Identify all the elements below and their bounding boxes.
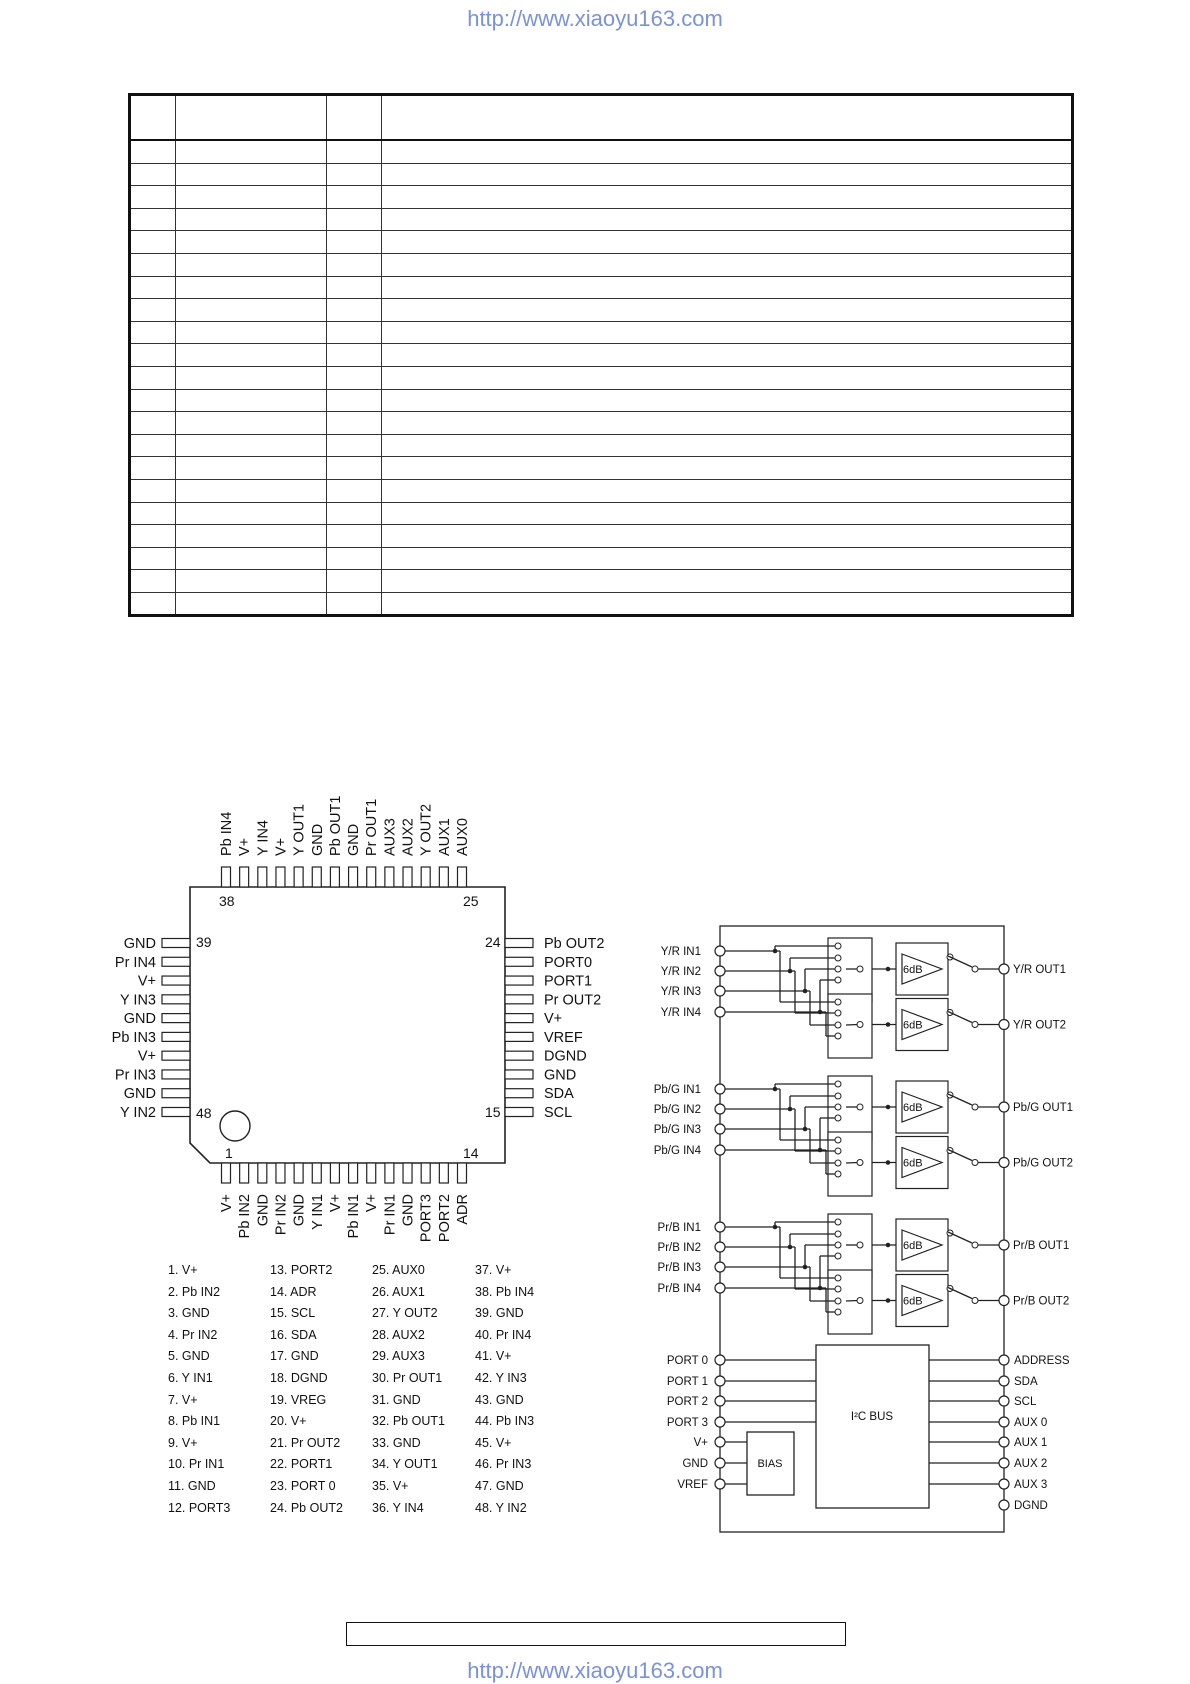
input-label: Pb/G IN1 xyxy=(653,1084,701,1096)
legend-entry: 19. VREG xyxy=(270,1392,327,1407)
bottom-pin-label: ADR xyxy=(455,1194,471,1225)
output-terminal xyxy=(999,964,1009,974)
legend-entry: 45. V+ xyxy=(475,1435,512,1450)
left-pin-label: Y IN3 xyxy=(119,992,156,1009)
legend-entry: 4. Pr IN2 xyxy=(168,1327,218,1342)
control-terminal xyxy=(715,1355,725,1365)
left-pin xyxy=(162,995,190,1004)
left-pin-label: GND xyxy=(123,1011,156,1028)
mux-contact xyxy=(835,1309,841,1315)
bottom-pin-label: Pr IN2 xyxy=(273,1194,290,1236)
control-terminal xyxy=(999,1417,1009,1427)
output-switch xyxy=(948,1288,972,1299)
legend-entry: 29. AUX3 xyxy=(372,1349,425,1364)
switch-contact xyxy=(972,1242,978,1248)
right-pin xyxy=(505,939,533,948)
switch-contact xyxy=(972,1104,978,1110)
legend-entry: 22. PORT1 xyxy=(270,1457,333,1472)
top-pin-label: V+ xyxy=(273,837,290,856)
legend-entry: 37. V+ xyxy=(475,1263,512,1277)
mux-output-node xyxy=(857,1104,863,1110)
mux-output-node xyxy=(857,1160,863,1166)
top-pin-label: Y OUT2 xyxy=(418,803,435,856)
legend-entry: 3. GND xyxy=(168,1306,210,1321)
pin-number: 38 xyxy=(219,893,235,909)
footer-box xyxy=(346,1622,846,1646)
mux-contact xyxy=(835,955,841,961)
amp-gain-label: 6dB xyxy=(903,1102,923,1114)
top-pin-label: GND xyxy=(346,823,363,856)
bottom-pin xyxy=(222,1163,231,1183)
switch-contact xyxy=(972,1022,978,1028)
mux-contact xyxy=(835,1115,841,1121)
mux-contact xyxy=(835,1242,841,1248)
control-terminal xyxy=(999,1500,1009,1510)
right-pin xyxy=(505,1014,533,1023)
mux-contact xyxy=(835,1022,841,1028)
mux-contact xyxy=(835,1160,841,1166)
top-pin-label: Pb IN4 xyxy=(219,811,235,856)
control-terminal xyxy=(715,1458,725,1468)
top-pin xyxy=(439,867,448,887)
package-body xyxy=(190,887,505,1163)
control-label: PORT 3 xyxy=(666,1417,708,1429)
right-pin-label: GND xyxy=(544,1067,577,1084)
mux-contact xyxy=(835,943,841,949)
legend-entry: 13. PORT2 xyxy=(270,1263,333,1277)
left-pin-label: GND xyxy=(123,1086,156,1103)
input-label: Pb/G IN4 xyxy=(653,1145,701,1157)
top-pin-label: AUX3 xyxy=(382,818,399,856)
mux-switch xyxy=(846,1163,858,1164)
pin1-marker xyxy=(220,1111,250,1141)
pin-number: 15 xyxy=(485,1104,501,1120)
output-label: Y/R OUT2 xyxy=(1013,1019,1067,1032)
mux-contact xyxy=(835,1219,841,1225)
top-pin-label: GND xyxy=(309,823,326,856)
legend-entry: 39. GND xyxy=(475,1306,524,1321)
output-terminal xyxy=(999,1020,1009,1030)
top-pin xyxy=(367,867,376,887)
control-label: PORT 2 xyxy=(666,1396,708,1408)
top-pin xyxy=(385,867,394,887)
top-pin xyxy=(458,867,467,887)
top-pin xyxy=(222,867,231,887)
top-pin xyxy=(276,867,285,887)
input-terminal xyxy=(715,1007,725,1017)
legend-entry: 7. V+ xyxy=(168,1392,198,1407)
junction-dot xyxy=(886,967,891,972)
pin-number: 24 xyxy=(485,934,501,950)
bottom-pin-label: V+ xyxy=(364,1194,381,1213)
input-label: Pb/G IN2 xyxy=(653,1104,701,1116)
left-pin xyxy=(162,976,190,985)
control-terminal xyxy=(999,1355,1009,1365)
left-pin-label: Y IN2 xyxy=(119,1105,156,1121)
input-label: Y/R IN3 xyxy=(660,986,701,998)
pin-number: 48 xyxy=(196,1105,212,1121)
control-label: ADDRESS xyxy=(1014,1355,1070,1367)
switch-contact xyxy=(972,966,978,972)
legend-entry: 36. Y IN4 xyxy=(372,1500,424,1515)
control-label: V+ xyxy=(693,1437,708,1449)
legend-entry: 25. AUX0 xyxy=(372,1263,425,1277)
input-terminal xyxy=(715,986,725,996)
legend-entry: 46. Pr IN3 xyxy=(475,1457,532,1472)
bottom-pin xyxy=(294,1163,303,1183)
output-switch xyxy=(948,1012,972,1023)
junction-dot xyxy=(886,1105,891,1110)
legend-entry: 47. GND xyxy=(475,1478,524,1493)
bottom-pin xyxy=(421,1163,430,1183)
bottom-pin xyxy=(403,1163,412,1183)
pin-legend-col-1 xyxy=(168,1260,230,1519)
legend-entry: 35. V+ xyxy=(372,1478,409,1493)
input-label: Pr/B IN4 xyxy=(657,1283,701,1295)
output-terminal xyxy=(999,1102,1009,1112)
legend-entry: 41. V+ xyxy=(475,1349,512,1364)
left-pin xyxy=(162,1032,190,1041)
mux-contact xyxy=(835,1253,841,1259)
control-terminal xyxy=(999,1458,1009,1468)
amp-gain-label: 6dB xyxy=(903,1019,923,1032)
bottom-pin-label: Pb IN2 xyxy=(237,1194,254,1239)
input-terminal xyxy=(715,946,725,956)
control-terminal xyxy=(999,1479,1009,1489)
left-pin xyxy=(162,1051,190,1060)
legend-entry: 34. Y OUT1 xyxy=(372,1457,438,1472)
legend-entry: 33. GND xyxy=(372,1435,421,1450)
control-terminal xyxy=(999,1437,1009,1447)
left-pin-label: Pb IN3 xyxy=(111,1029,156,1046)
legend-entry: 16. SDA xyxy=(270,1327,317,1342)
pin-legend-col-2 xyxy=(270,1260,343,1519)
input-terminal xyxy=(715,1262,725,1272)
output-label: Pb/G OUT2 xyxy=(1013,1157,1074,1170)
control-label: GND xyxy=(682,1458,708,1470)
i2c-bus-block xyxy=(816,1345,929,1508)
right-pin xyxy=(505,1089,533,1098)
top-pin-label: Pb OUT1 xyxy=(327,795,344,856)
pin-legend-col-3 xyxy=(372,1260,445,1519)
legend-entry: 42. Y IN3 xyxy=(475,1370,527,1385)
bottom-pin xyxy=(439,1163,448,1183)
bottom-pin-label: PORT3 xyxy=(418,1194,435,1243)
legend-entry: 17. GND xyxy=(270,1349,319,1364)
pin-legend-col-4 xyxy=(475,1260,534,1519)
control-label: AUX 3 xyxy=(1014,1479,1048,1491)
legend-entry: 24. Pb OUT2 xyxy=(270,1500,343,1515)
output-switch xyxy=(948,1094,972,1105)
left-pin xyxy=(162,1070,190,1079)
bottom-pin xyxy=(385,1163,394,1183)
control-label: AUX 2 xyxy=(1014,1458,1048,1470)
top-pin xyxy=(403,867,412,887)
legend-entry: 1. V+ xyxy=(168,1263,198,1277)
left-pin xyxy=(162,1108,190,1117)
top-pin-label: AUX2 xyxy=(400,818,417,856)
bottom-pin xyxy=(258,1163,267,1183)
bottom-pin-label: V+ xyxy=(327,1194,344,1213)
bottom-pin-label: GND xyxy=(291,1194,308,1227)
switch-contact xyxy=(972,1298,978,1304)
control-label: VREF xyxy=(677,1479,708,1491)
junction-dot xyxy=(886,1243,891,1248)
bottom-pin xyxy=(312,1163,321,1183)
bottom-pin xyxy=(240,1163,249,1183)
mux-output-node xyxy=(857,1298,863,1304)
control-label: SCL xyxy=(1014,1396,1037,1408)
legend-entry: 9. V+ xyxy=(168,1435,198,1450)
legend-entry: 21. Pr OUT2 xyxy=(270,1435,341,1450)
input-label: Y/R IN1 xyxy=(660,946,701,958)
legend-entry: 31. GND xyxy=(372,1392,421,1407)
right-pin xyxy=(505,1108,533,1117)
mux-contact xyxy=(835,1104,841,1110)
legend-entry: 32. Pb OUT1 xyxy=(372,1414,445,1429)
bottom-pin-label: Pb IN1 xyxy=(346,1194,363,1239)
output-switch xyxy=(948,1150,972,1161)
left-pin xyxy=(162,1014,190,1023)
i2c-bus-label: I²C BUS xyxy=(850,1411,894,1423)
legend-entry: 8. Pb IN1 xyxy=(168,1414,221,1429)
left-pin-label: V+ xyxy=(137,1048,156,1065)
control-terminal xyxy=(999,1396,1009,1406)
right-pin-label: PORT1 xyxy=(544,973,593,990)
legend-entry: 15. SCL xyxy=(270,1306,316,1321)
top-pin-label: V+ xyxy=(237,837,254,856)
top-pin xyxy=(294,867,303,887)
top-pin xyxy=(312,867,321,887)
mux-box xyxy=(828,1270,872,1334)
right-pin xyxy=(505,1070,533,1079)
pin-number: 39 xyxy=(196,934,212,950)
output-switch xyxy=(948,1232,972,1243)
right-pin xyxy=(505,1051,533,1060)
control-label: AUX 0 xyxy=(1014,1417,1048,1429)
input-label: Pr/B IN2 xyxy=(657,1242,701,1254)
top-pin-label: Y OUT1 xyxy=(291,803,308,856)
control-terminal xyxy=(715,1417,725,1427)
mux-switch xyxy=(846,1301,858,1302)
switch-contact xyxy=(972,1160,978,1166)
legend-entry: 12. PORT3 xyxy=(168,1500,231,1515)
left-pin-label: V+ xyxy=(137,973,156,990)
mux-contact xyxy=(835,999,841,1005)
legend-entry: 6. Y IN1 xyxy=(168,1370,213,1385)
top-pin-label: AUX0 xyxy=(455,818,471,856)
amp-gain-label: 6dB xyxy=(903,964,923,976)
input-label: Y/R IN2 xyxy=(660,966,701,978)
mux-contact xyxy=(835,1010,841,1016)
mux-box xyxy=(828,1076,872,1140)
junction-dot xyxy=(886,1160,891,1165)
top-pin xyxy=(349,867,358,887)
bottom-pin-label: V+ xyxy=(219,1194,235,1213)
legend-entry: 48. Y IN2 xyxy=(475,1500,527,1515)
legend-entry: 5. GND xyxy=(168,1349,210,1364)
mux-output-node xyxy=(857,966,863,972)
junction-dot xyxy=(886,1022,891,1027)
output-terminal xyxy=(999,1296,1009,1306)
legend-entry: 38. Pb IN4 xyxy=(475,1284,535,1299)
right-pin-label: V+ xyxy=(544,1011,563,1028)
mux-box xyxy=(828,994,872,1058)
mux-switch xyxy=(846,1025,858,1026)
left-pin-label: Pr IN4 xyxy=(114,954,156,971)
output-terminal xyxy=(999,1158,1009,1168)
input-terminal xyxy=(715,1222,725,1232)
right-pin xyxy=(505,1032,533,1041)
legend-entry: 40. Pr IN4 xyxy=(475,1327,532,1342)
right-pin-label: SDA xyxy=(544,1086,574,1103)
top-pin xyxy=(330,867,339,887)
legend-entry: 18. DGND xyxy=(270,1370,328,1385)
control-label: DGND xyxy=(1014,1500,1048,1512)
legend-entry: 11. GND xyxy=(168,1478,216,1493)
control-terminal xyxy=(715,1479,725,1489)
mux-contact xyxy=(835,1137,841,1143)
mux-box xyxy=(828,1214,872,1278)
mux-contact xyxy=(835,1093,841,1099)
bottom-pin-label: GND xyxy=(400,1194,417,1227)
mux-contact xyxy=(835,977,841,983)
output-label: Pr/B OUT2 xyxy=(1013,1295,1070,1308)
mux-contact xyxy=(835,1148,841,1154)
bottom-pin-label: PORT2 xyxy=(436,1194,453,1243)
top-pin-label: AUX1 xyxy=(436,818,453,856)
left-pin-label: GND xyxy=(123,936,156,952)
right-pin-label: PORT0 xyxy=(544,954,593,971)
footer-url[interactable]: http://www.xiaoyu163.com xyxy=(467,1658,723,1683)
bottom-pin xyxy=(367,1163,376,1183)
bias-label: BIAS xyxy=(757,1458,783,1470)
control-terminal xyxy=(715,1437,725,1447)
control-label: SDA xyxy=(1014,1376,1038,1388)
left-pin xyxy=(162,939,190,948)
pin-number: 14 xyxy=(463,1145,479,1161)
top-pin xyxy=(240,867,249,887)
control-terminal xyxy=(999,1376,1009,1386)
legend-entry: 43. GND xyxy=(475,1392,524,1407)
mux-output-node xyxy=(857,1022,863,1028)
mux-contact xyxy=(835,1171,841,1177)
top-pin xyxy=(421,867,430,887)
right-pin-label: VREF xyxy=(544,1029,583,1046)
bottom-pin xyxy=(458,1163,467,1183)
legend-entry: 14. ADR xyxy=(270,1284,317,1299)
input-terminal xyxy=(715,1124,725,1134)
amp-gain-label: 6dB xyxy=(903,1240,923,1252)
mux-contact xyxy=(835,1286,841,1292)
right-pin xyxy=(505,995,533,1004)
bottom-pin-label: Pr IN1 xyxy=(382,1194,399,1236)
top-pin xyxy=(258,867,267,887)
output-switch xyxy=(948,956,972,967)
legend-entry: 2. Pb IN2 xyxy=(168,1284,221,1299)
mux-output-node xyxy=(857,1242,863,1248)
right-pin-label: SCL xyxy=(544,1105,573,1121)
left-pin xyxy=(162,957,190,966)
input-label: Pb/G IN3 xyxy=(653,1124,701,1136)
input-terminal xyxy=(715,1242,725,1252)
top-pin-label: Pr OUT1 xyxy=(364,798,381,856)
legend-entry: 23. PORT 0 xyxy=(270,1478,336,1493)
legend-entry: 44. Pb IN3 xyxy=(475,1414,535,1429)
control-terminal xyxy=(715,1376,725,1386)
input-terminal xyxy=(715,1283,725,1293)
mux-box xyxy=(828,1132,872,1196)
legend-entry: 20. V+ xyxy=(270,1414,307,1429)
input-label: Pr/B IN3 xyxy=(657,1262,701,1274)
legend-entry: 10. Pr IN1 xyxy=(168,1457,225,1472)
control-label: AUX 1 xyxy=(1014,1437,1048,1449)
output-terminal xyxy=(999,1240,1009,1250)
control-label: PORT 0 xyxy=(666,1355,708,1367)
right-pin xyxy=(505,976,533,985)
junction-dot xyxy=(886,1298,891,1303)
right-pin xyxy=(505,957,533,966)
input-terminal xyxy=(715,1084,725,1094)
amp-gain-label: 6dB xyxy=(903,1157,923,1170)
legend-entry: 26. AUX1 xyxy=(372,1284,425,1299)
mux-contact xyxy=(835,1298,841,1304)
output-label: Y/R OUT1 xyxy=(1013,964,1067,976)
bottom-pin xyxy=(330,1163,339,1183)
output-label: Pb/G OUT1 xyxy=(1013,1102,1074,1114)
mux-contact xyxy=(835,1033,841,1039)
mux-contact xyxy=(835,1081,841,1087)
top-pin-label: Y IN4 xyxy=(255,819,272,856)
amp-gain-label: 6dB xyxy=(903,1295,923,1308)
right-pin-label: DGND xyxy=(544,1048,587,1065)
bottom-pin xyxy=(349,1163,358,1183)
left-pin-label: Pr IN3 xyxy=(114,1067,156,1084)
right-pin-label: Pb OUT2 xyxy=(544,936,605,952)
bottom-pin-label: Y IN1 xyxy=(309,1194,326,1231)
bottom-pin-label: GND xyxy=(255,1194,272,1227)
legend-entry: 28. AUX2 xyxy=(372,1327,425,1342)
mux-contact xyxy=(835,1231,841,1237)
bottom-pin xyxy=(276,1163,285,1183)
pin-number: 1 xyxy=(225,1145,233,1161)
input-terminal xyxy=(715,1104,725,1114)
header-url[interactable]: http://www.xiaoyu163.com xyxy=(467,6,723,31)
legend-entry: 30. Pr OUT1 xyxy=(372,1370,443,1385)
input-terminal xyxy=(715,966,725,976)
input-terminal xyxy=(715,1145,725,1155)
control-terminal xyxy=(715,1396,725,1406)
control-label: PORT 1 xyxy=(666,1376,708,1388)
mux-box xyxy=(828,938,872,1002)
left-pin xyxy=(162,1089,190,1098)
input-label: Y/R IN4 xyxy=(660,1007,701,1019)
pin-number: 25 xyxy=(463,893,479,909)
output-label: Pr/B OUT1 xyxy=(1013,1240,1070,1252)
legend-entry: 27. Y OUT2 xyxy=(372,1306,438,1321)
mux-contact xyxy=(835,966,841,972)
mux-contact xyxy=(835,1275,841,1281)
right-pin-label: Pr OUT2 xyxy=(544,992,602,1009)
input-label: Pr/B IN1 xyxy=(657,1222,701,1234)
